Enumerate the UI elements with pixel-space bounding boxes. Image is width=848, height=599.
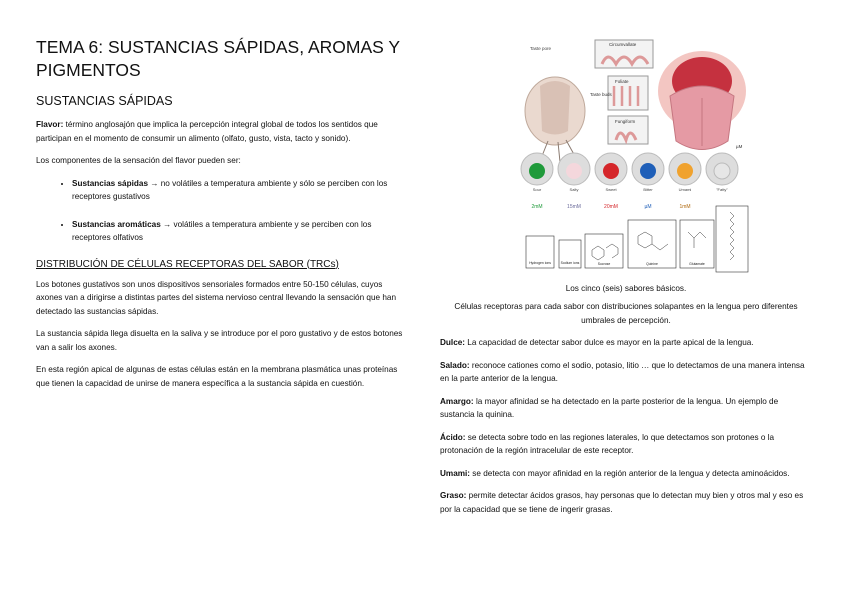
concentration-labels — [531, 204, 690, 210]
tongue-illustration — [658, 51, 746, 150]
label-um: µM — [736, 144, 743, 149]
conc-label: 20mM — [604, 204, 618, 210]
flavor-definition — [36, 118, 408, 145]
paragraph: La sustancia sápida llega disuelta en la saliva y se introduce por el poro gustativo y de estos botones van a salir los axones. — [36, 329, 403, 352]
conc-label: 2mM — [531, 204, 543, 210]
molecule-label: Quinine — [646, 262, 658, 266]
taste-figure — [440, 36, 812, 276]
taste-item-umami — [440, 467, 812, 481]
item-text: reconoce cationes como el sodio, potasio, litio … que lo detectamos de una manera intensa en la parte anterior de la lengua. — [440, 360, 805, 383]
list-item — [72, 177, 408, 204]
item-text: La capacidad de detectar sabor dulce es mayor en la parte apical de la lengua. — [465, 338, 754, 347]
taste-label: Sweet — [605, 187, 617, 192]
figure-caption-2: Células receptoras para cada sabor con distribuciones solapantes en la lengua pero diferentes umbrales de percepción. — [454, 302, 798, 325]
left-column — [36, 36, 408, 399]
conc-label: µM — [644, 204, 652, 210]
components-intro: Los componentes de la sensación del flavor pueden ser: — [36, 156, 241, 165]
taste-item-dulce — [440, 336, 812, 350]
molecule-structures — [526, 206, 748, 272]
label-foliate: Foliate — [615, 79, 629, 84]
label-taste-buds: Taste buds — [590, 92, 612, 97]
conc-label: 1mM — [679, 204, 691, 210]
item-term: Graso: — [440, 491, 467, 500]
item-text: la mayor afinidad se ha detectado en la parte posterior de la lengua. Un ejemplo de sustancia la quinina. — [440, 396, 779, 419]
label-taste-pore: Taste pore — [530, 46, 552, 51]
taste-figure-illustration — [440, 36, 812, 276]
bullet-term: Sustancias aromáticas — [72, 219, 161, 229]
flavor-term: Flavor: — [36, 120, 64, 129]
taste-label: Umami — [678, 187, 692, 192]
item-term: Ácido: — [440, 432, 466, 442]
taste-item-graso — [440, 489, 812, 516]
item-text: se detecta con mayor afinidad en la región anterior de la lengua y detecta aminoácidos. — [470, 468, 790, 478]
taste-label: Sour — [532, 187, 542, 192]
section-heading-sustancias: SUSTANCIAS SÁPIDAS — [36, 94, 173, 108]
taste-item-salado — [440, 359, 812, 386]
taste-cells — [521, 153, 738, 192]
paragraph: En esta región apical de algunas de estas células están en la membrana plasmática unas proteínas que tienen la capacidad de unirse de manera específica a la sustancia sápida en cuestión. — [36, 365, 398, 388]
molecule-label: Glutamate — [689, 262, 705, 266]
flavor-text: término anglosajón que implica la percepción integral global de todos los sentidos que participan en el momento de consumir un alimento (olfato, gusto, vista, tacto y sonido). — [36, 120, 378, 143]
taste-label: Salty — [569, 187, 579, 192]
list-item — [72, 218, 408, 245]
label-fungiform: Fungiform — [615, 119, 636, 124]
item-text: permite detectar ácidos grasos, hay personas que lo detectan muy bien y otros mal y eso es por la capacidad que se tiene de ingerir grasas. — [440, 491, 804, 514]
section-heading-trcs: DISTRIBUCIÓN DE CÉLULAS RECEPTORAS DEL SABOR (TRCs) — [36, 258, 339, 270]
label-circumvallate: Circumvallate — [609, 42, 637, 47]
molecule-label: Sodium ions — [560, 261, 580, 265]
taste-item-amargo — [440, 395, 812, 422]
right-column — [440, 36, 812, 525]
components-list — [36, 177, 408, 245]
bullet-text: → no volátiles a temperatura ambiente y sólo se perciben con los receptores gustativos — [72, 178, 388, 201]
item-term: Umami: — [440, 468, 471, 478]
item-term: Dulce: — [440, 338, 466, 347]
item-term: Salado: — [440, 360, 470, 370]
item-term: Amargo: — [440, 396, 474, 406]
bullet-term: Sustancias sápidas — [72, 178, 148, 188]
taste-label: Bitter — [643, 187, 653, 192]
molecule-label: Hydrogen ions — [529, 261, 551, 265]
papillae-boxes — [590, 40, 653, 144]
conc-label: 15mM — [567, 204, 581, 210]
taste-item-acido — [440, 431, 812, 458]
taste-bud-drawing — [525, 46, 585, 162]
molecule-label: Sucrose — [597, 262, 611, 266]
figure-caption: Los cinco (seis) sabores básicos. — [565, 284, 687, 293]
paragraph: Los botones gustativos son unos dispositivos sensoriales formados entre 50-150 células, cuyos axones van a dirigirse a distintas partes del sistema nervioso central llevando la sensación que han detectado las sustancias sápidas. — [36, 279, 397, 316]
page-title: TEMA 6: SUSTANCIAS SÁPIDAS, AROMAS Y PIGMENTOS — [36, 37, 400, 80]
item-text: se detecta sobre todo en las regiones laterales, lo que detectamos son protones o la protonación de la región intracelular de este receptor. — [440, 432, 775, 455]
taste-label: "Fatty" — [716, 187, 728, 192]
bullet-text: → volátiles a temperatura ambiente y se perciben con los receptores olfativos — [72, 219, 372, 242]
